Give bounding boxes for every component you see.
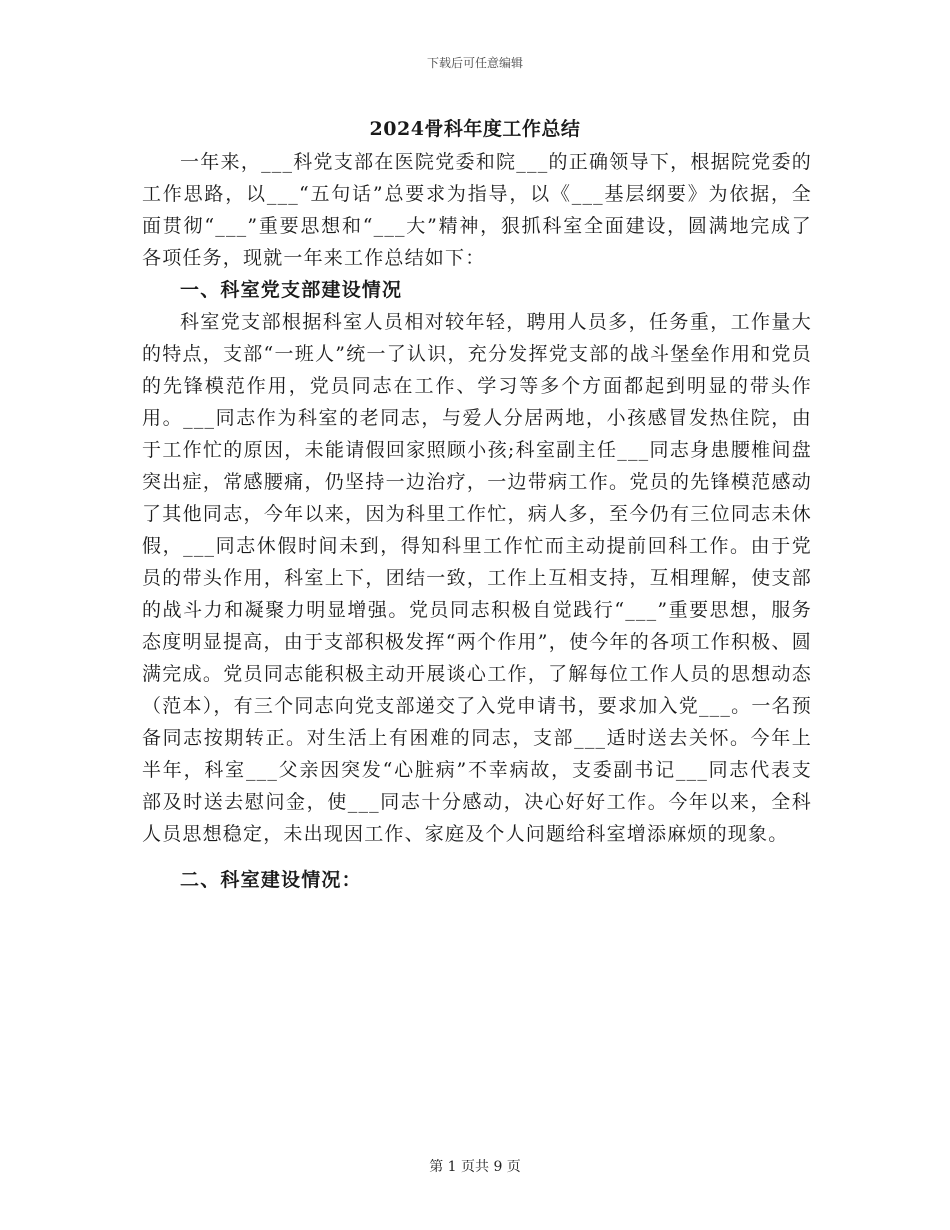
section-1-paragraph: 科室党支部根据科室人员相对较年轻，聘用人员多，任务重，工作量大的特点，支部“一班人”统一了认识，充分发挥党支部的战斗堡垒作用和党员的先锋模范作用，党员同志在工作、学习等多个方面都起到明显的带头作用。___同志作为科室的老同志，与爱人分居两地，小孩感冒发热住院，由于工作忙的原因，未能请假回家照顾小孩;科室副主任___同志身患腰椎间盘突出症，常感腰痛，仍坚持一边治疗，一边带病工作。党员的先锋模范感动了其他同志，今年以来，因为科里工作忙，病人多，至今仍有三位同志未休假，___同志休假时间未到，得知科里工作忙而主动提前回科工作。由于党员的带头作用，科室上下，团结一致，工作上互相支持，互相理解，使支部的战斗力和凝聚力明显增强。党员同志积极自觉践行“___”重要思想，服务态度明显提高，由于支部积极发挥“两个作用”，使今年的各项工作积极、圆满完成。党员同志能积极主动开展谈心工作，了解每位工作人员的思想动态（范本），有三个同志向党支部递交了入党申请书，要求加入党___。一名预备同志按期转正。对生活上有困难的同志，支部___适时送去关怀。今年上半年，科室___父亲因突发“心脏病”不幸病故，支委副书记___同志代表支部及时送去慰问金，使___同志十分感动，决心好好工作。今年以来，全科人员思想稳定，未出现因工作、家庭及个人问题给科室增添麻烦的现象。 <box>142 311 812 845</box>
document-title: 2024骨科年度工作总结 <box>369 118 581 140</box>
section-heading-2: 二、科室建设情况： <box>180 869 362 891</box>
page-number-footer: 第 1 页共 9 页 <box>429 1159 521 1175</box>
intro-paragraph: 一年来，___科党支部在医院党委和院___的正确领导下，根据院党委的工作思路，以___“五句话”总要求为指导，以《___基层纲要》为依据，全面贯彻“___”重要思想和“___大”精神，狠抓科室全面建设，圆满地完成了各项任务，现就一年来工作总结如下： <box>142 151 812 269</box>
page-header-note: 下载后可任意编辑 <box>426 56 523 70</box>
section-heading-1: 一、科室党支部建设情况 <box>180 279 403 301</box>
document-body <box>142 146 812 896</box>
